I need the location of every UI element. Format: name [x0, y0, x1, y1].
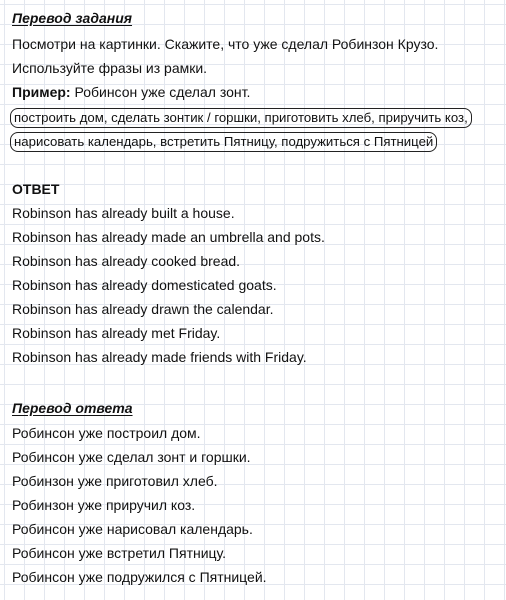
translation-line: Робинзон уже приручил коз. — [12, 497, 196, 513]
translation-line: Робинсон уже сделал зонт и горшки. — [12, 449, 251, 465]
translation-line: Робинсон уже построил дом. — [12, 425, 201, 441]
answer-line: Robinson has already cooked bread. — [12, 253, 241, 269]
translation-line: Робинзон уже приготовил хлеб. — [12, 473, 218, 489]
example-text: Робинсон уже сделал зонт. — [70, 84, 251, 100]
translation-line: Робинсон уже встретил Пятницу. — [12, 545, 227, 561]
answer-heading: ОТВЕТ — [12, 181, 60, 197]
answer-line: Robinson has already met Friday. — [12, 325, 221, 341]
phrase-box-line: нарисовать календарь, встретить Пятницу, подружиться с Пятницей — [10, 132, 437, 152]
answer-line: Robinson has already made an umbrella and pots. — [12, 229, 325, 245]
task-translation-heading: Перевод задания — [12, 10, 133, 26]
phrase-box-line: построить дом, сделать зонтик / горшки, приготовить хлеб, приручить коз, — [10, 108, 472, 128]
answer-translation-heading: Перевод ответа — [12, 400, 133, 416]
answer-line: Robinson has already made friends with Friday. — [12, 349, 307, 365]
example-line — [12, 83, 250, 101]
answer-line: Robinson has already built a house. — [12, 205, 235, 221]
task-line: Используйте фразы из рамки. — [12, 60, 208, 76]
answer-line: Robinson has already domesticated goats. — [12, 277, 277, 293]
translation-line: Робинсон уже нарисовал календарь. — [12, 521, 253, 537]
translation-line: Робинсон уже подружился с Пятницей. — [12, 569, 267, 585]
example-label: Пример: — [12, 84, 71, 100]
answer-line: Robinson has already drawn the calendar. — [12, 301, 274, 317]
task-line: Посмотри на картинки. Скажите, что уже сделал Робинзон Крузо. — [12, 36, 439, 52]
